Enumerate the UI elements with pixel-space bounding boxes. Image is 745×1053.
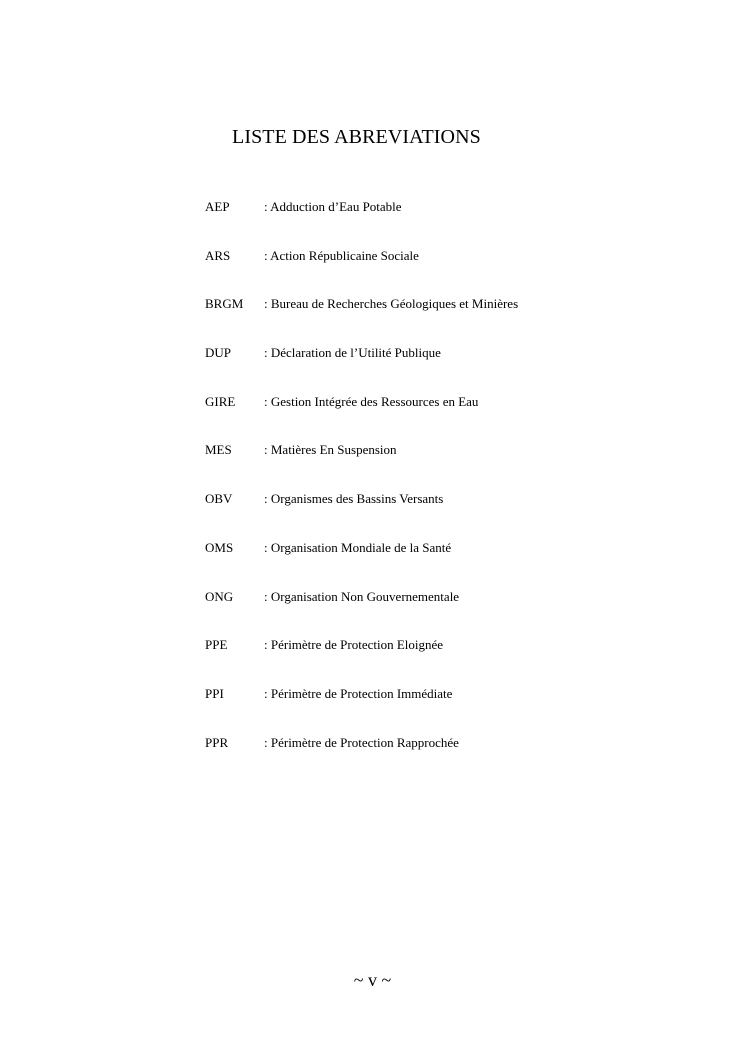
page-title: LISTE DES ABREVIATIONS xyxy=(232,126,481,148)
abbreviation-code: ARS xyxy=(205,247,231,263)
list-item xyxy=(205,735,625,784)
list-item xyxy=(205,199,625,248)
abbreviation-code: PPE xyxy=(205,637,228,653)
abbreviation-definition: : Périmètre de Protection Immédiate xyxy=(264,685,453,701)
abbreviation-code: OMS xyxy=(205,539,234,555)
abbreviation-definition: : Organisation Mondiale de la Santé xyxy=(264,539,452,555)
list-item xyxy=(205,248,625,297)
list-item xyxy=(205,296,625,345)
list-item xyxy=(205,442,625,491)
abbreviation-definition: : Déclaration de l’Utilité Publique xyxy=(264,345,441,361)
abbreviation-definition: : Périmètre de Protection Eloignée xyxy=(264,637,444,653)
abbreviation-definition: : Adduction d’Eau Potable xyxy=(264,199,402,214)
abbreviation-definition: : Organisation Non Gouvernementale xyxy=(264,588,460,604)
abbreviation-code: BRGM xyxy=(205,296,244,312)
abbreviation-definition: : Matières En Suspension xyxy=(264,442,397,458)
abbreviation-code: DUP xyxy=(205,345,232,361)
list-item xyxy=(205,589,625,638)
abbreviation-code: ONG xyxy=(205,588,234,604)
abbreviation-list xyxy=(205,199,625,783)
abbreviation-definition: : Périmètre de Protection Rapprochée xyxy=(264,734,459,750)
abbreviation-code: OBV xyxy=(205,491,233,507)
list-item xyxy=(205,491,625,540)
abbreviation-code: GIRE xyxy=(205,393,236,409)
list-item xyxy=(205,686,625,735)
abbreviation-code: MES xyxy=(205,442,232,458)
abbreviation-code: PPI xyxy=(205,685,224,701)
abbreviation-definition: : Organismes des Bassins Versants xyxy=(264,491,444,507)
abbreviation-code: PPR xyxy=(205,734,229,750)
abbreviation-definition: : Gestion Intégrée des Ressources en Eau xyxy=(264,393,479,409)
abbreviation-definition: : Action Républicaine Sociale xyxy=(264,247,419,263)
abbreviation-code: AEP xyxy=(205,199,230,214)
abbreviation-definition: : Bureau de Recherches Géologiques et Minières xyxy=(264,296,519,312)
list-item xyxy=(205,345,625,394)
page-number: ~ v ~ xyxy=(353,970,392,990)
list-item xyxy=(205,637,625,686)
list-item xyxy=(205,394,625,443)
list-item xyxy=(205,540,625,589)
